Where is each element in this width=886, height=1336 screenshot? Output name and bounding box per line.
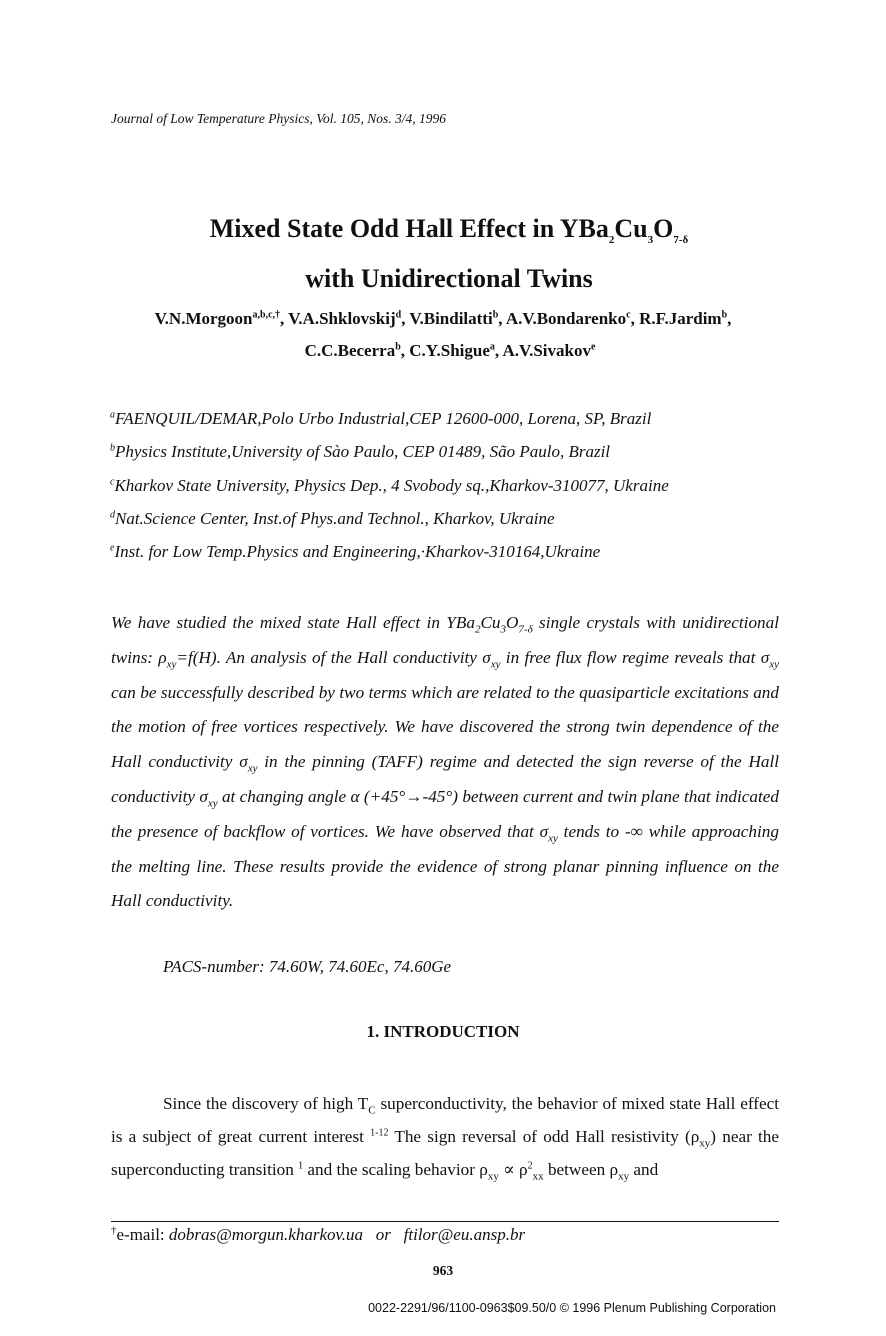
- affiliation: $^a$FAENQUIL/DEMAR,Polo Urbo Industrial,CEP 12600-000, Lorena, SP, Brazil: [110, 409, 652, 428]
- intro-paragraph: Since the discovery of high $T_C$ superconductivity, the behavior of mixed state Hall effect is a subject of great current interest $^{1-12}$ The sign reversal of odd Hall resistivity $(\rho_{xy})$ near the superconducting transition $^1$ and the scaling behavior $\rho_{xy} \propto \rho^2_{xx}$ between $\rho_{xy}$ and: [111, 1094, 779, 1183]
- copyright-line: 0022-2291/96/1100-0963$09.50/0 © 1996 Plenum Publishing Corporation: [368, 1301, 776, 1315]
- author: R.F.Jardim: [639, 309, 722, 328]
- section-heading: 1. INTRODUCTION: [366, 1022, 520, 1041]
- footnote-divider: [111, 1221, 779, 1222]
- abstract: We have studied the mixed state Hall effect in $YBa_2Cu_3O_{7-\delta}$ single crystals with unidirectional twins: $\rho_{xy}=f(H)$. An analysis of the Hall conductivity $\sigma_{xy}$ in free flux flow regime reveals that $\sigma_{xy}$ can be successfully described by two terms which are related to the quasiparticle excitations and the motion of free vortices respectively. We have discovered the strong twin dependence of the Hall conductivity $\sigma_{xy}$ in the pinning (TAFF) regime and detected the sign reverse of the Hall conductivity $\sigma_{xy}$ at changing angle α (+45°→-45°) between current and twin plane that indicated the presence of backflow of vortices. We have observed that $\sigma_{xy}$ tends to -∞ while approaching the melting line. These results provide the evidence of strong planar pinning influence on the Hall conductivity.: [111, 613, 779, 911]
- author-list-line2: C.C.Becerra$^b$, C.Y.Shigue$^a$, A.V.Sivakov$^e$: [304, 341, 596, 360]
- affiliation: $^c$Kharkov State University, Physics Dep., 4 Svobody sq.,Kharkov-310077, Ukraine: [110, 476, 669, 495]
- footnote: †e-mail: dobras@morgun.kharkov.ua or ftilor@eu.ansp.br: [111, 1224, 526, 1244]
- journal-citation: Journal of Low Temperature Physics, Vol. 105, Nos. 3/4, 1996: [111, 111, 447, 126]
- affiliation: $^b$Physics Institute,University of Sào Paulo, CEP 01489, São Paulo, Brazil: [110, 442, 611, 461]
- pacs-numbers: PACS-number: 74.60W, 74.60Ec, 74.60Ge: [163, 957, 452, 976]
- author-list-line1: V.N.Morgoon$^{a,b,c,\dagger}$, V.A.Shklovskij$^d$, V.Bindilatti$^b$, A.V.Bondarenko$^c$, R.F.Jardim$^b$,: [154, 309, 732, 328]
- affiliation: $^d$Nat.Science Center, Inst.of Phys.and Technol., Kharkov, Ukraine: [110, 509, 555, 528]
- author: C.Y.Shigue: [409, 341, 490, 360]
- affiliation: $^e$Inst. for Low Temp.Physics and Engineering,·Kharkov-310164,Ukraine: [110, 542, 601, 561]
- paper-title-line1: Mixed State Odd Hall Effect in $YBa_2Cu_3O_{7-\delta}$: [209, 214, 689, 247]
- paper-title-line2: with Unidirectional Twins: [305, 264, 593, 293]
- author: A.V.Bondarenko: [505, 309, 627, 328]
- email-link[interactable]: dobras@morgun.kharkov.ua: [168, 1225, 364, 1244]
- page-number: 963: [432, 1263, 454, 1278]
- author: C.C.Becerra: [304, 341, 396, 360]
- author: V.Bindilatti: [409, 309, 493, 328]
- author: V.A.Shklovskij: [288, 309, 396, 328]
- author: V.N.Morgoon: [154, 309, 253, 328]
- email-link[interactable]: ftilor@eu.ansp.br: [403, 1225, 526, 1244]
- author: A.V.Sivakov: [502, 341, 591, 360]
